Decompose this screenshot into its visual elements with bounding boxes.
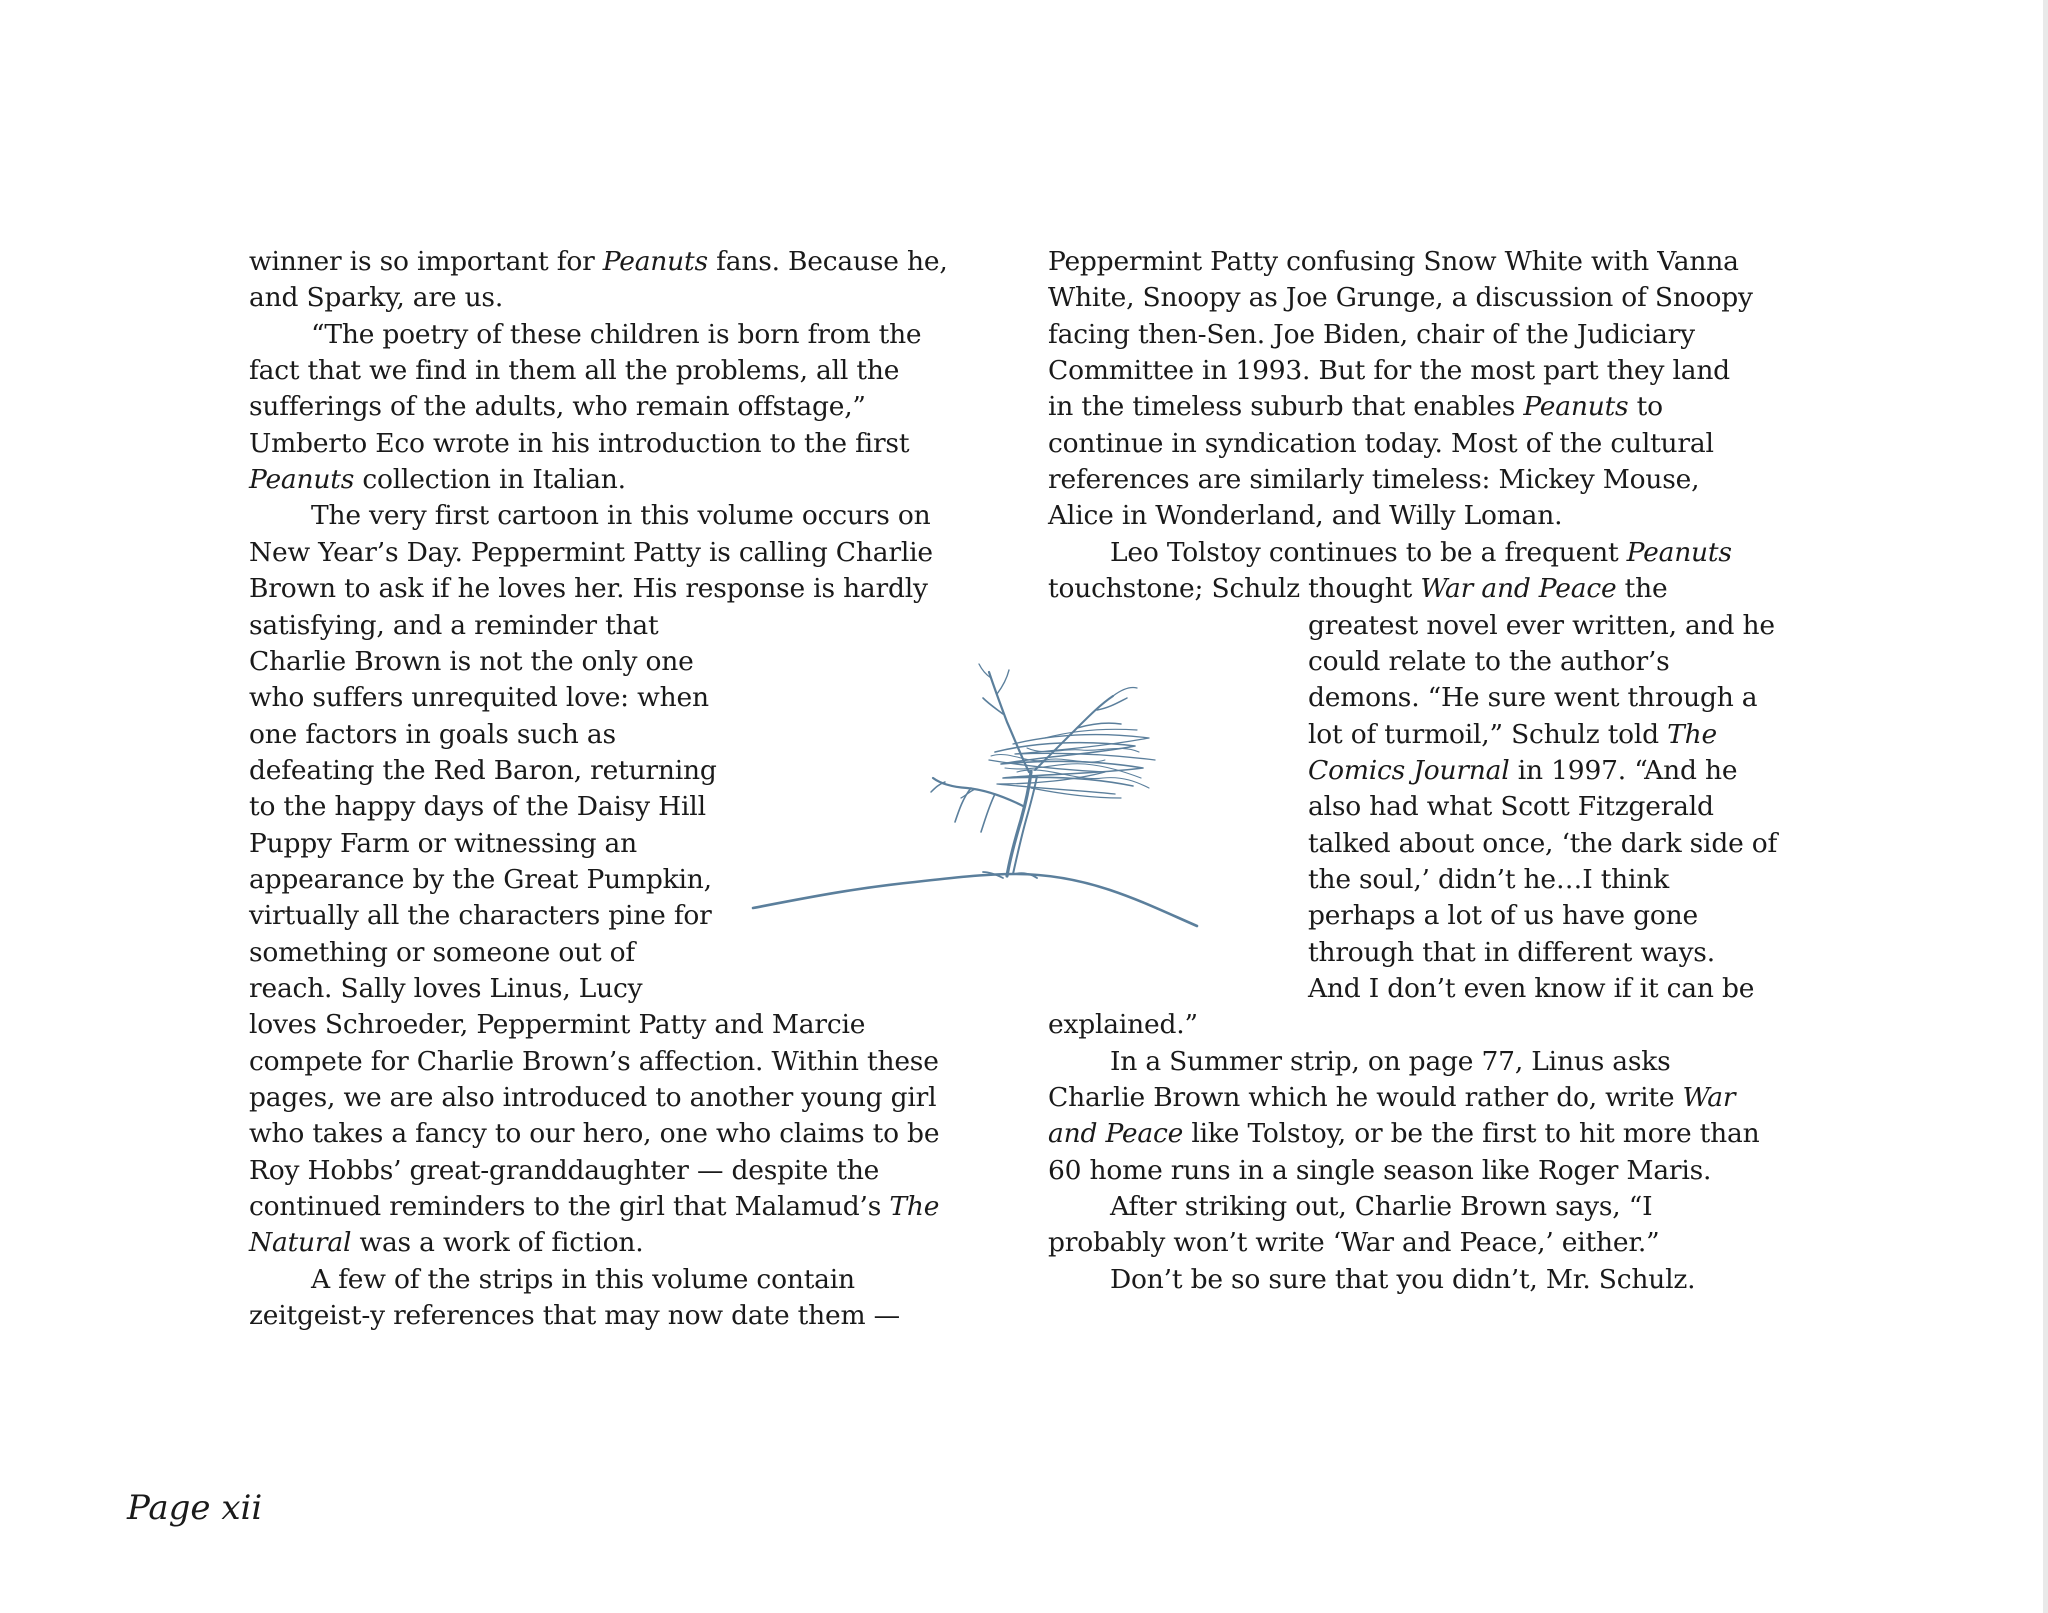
text-segment: Leo Tolstoy continues to be a frequent xyxy=(1110,536,1627,568)
text-segment: collection in Italian. xyxy=(354,464,626,496)
text-line xyxy=(249,971,642,1007)
text-line xyxy=(249,608,658,644)
text-segment: continue in syndication today. Most of the cultural xyxy=(1048,427,1714,459)
text-segment: defeating the Red Baron, returning xyxy=(249,754,717,786)
text-segment: White, Snoopy as Joe Grunge, a discussion of Snoopy xyxy=(1048,282,1753,314)
text-segment: also had what Scott Fitzgerald xyxy=(1308,791,1714,823)
text-line xyxy=(311,498,930,534)
text-line xyxy=(1048,280,1753,316)
text-line xyxy=(1048,426,1714,462)
text-line xyxy=(249,426,909,462)
text-segment: the soul,’ didn’t he…I think xyxy=(1308,863,1670,895)
text-segment: Brown to ask if he loves her. His response is hardly xyxy=(249,573,928,605)
text-segment: A few of the strips in this volume contain xyxy=(311,1263,855,1295)
text-segment: pages, we are also introduced to another young girl xyxy=(249,1082,937,1114)
text-segment: appearance by the Great Pumpkin, xyxy=(249,863,712,895)
text-segment: Roy Hobbs’ great-granddaughter — despite the xyxy=(249,1154,880,1186)
text-line xyxy=(249,389,866,425)
text-line xyxy=(1308,826,1777,862)
text-segment: sufferings of the adults, who remain offstage,” xyxy=(249,391,866,423)
text-segment: in the timeless suburb that enables xyxy=(1048,391,1524,423)
text-line xyxy=(1308,680,1757,716)
text-segment: and Sparky, are us. xyxy=(249,282,504,314)
text-line xyxy=(1308,717,1717,753)
text-segment: Don’t be so sure that you didn’t, Mr. Schulz. xyxy=(1110,1263,1696,1295)
text-segment: who takes a fancy to our hero, one who claims to be xyxy=(249,1118,940,1150)
text-segment: compete for Charlie Brown’s affection. Within these xyxy=(249,1045,939,1077)
text-segment: facing then-Sen. Joe Biden, chair of the Judiciary xyxy=(1048,318,1695,350)
text-line xyxy=(249,717,616,753)
text-segment: New Year’s Day. Peppermint Patty is calling Charlie xyxy=(249,536,933,568)
text-line xyxy=(249,280,503,316)
text-line xyxy=(249,462,626,498)
italic-title-text: Peanuts xyxy=(1523,391,1629,423)
page-edge-shadow xyxy=(2043,0,2048,1613)
italic-title-text: The xyxy=(889,1191,940,1223)
text-segment: Alice in Wonderland, and Willy Loman. xyxy=(1048,500,1563,532)
italic-title-text: Natural xyxy=(249,1227,352,1259)
text-line xyxy=(1308,862,1669,898)
text-line xyxy=(249,898,712,934)
text-line xyxy=(249,571,928,607)
text-line xyxy=(1048,462,1699,498)
text-line xyxy=(1048,1153,1711,1189)
text-segment: to the happy days of the Daisy Hill xyxy=(249,791,706,823)
text-line xyxy=(1048,1116,1759,1152)
text-segment: 60 home runs in a single season like Roger Maris. xyxy=(1048,1154,1712,1186)
text-segment: the xyxy=(1616,573,1668,605)
text-line xyxy=(1308,644,1670,680)
text-line xyxy=(1110,1189,1652,1225)
text-segment: fans. Because he, xyxy=(707,246,948,277)
text-segment: who suffers unrequited love: when xyxy=(249,682,709,714)
italic-title-text: Peanuts xyxy=(249,464,355,496)
text-segment: was a work of fiction. xyxy=(351,1227,644,1259)
text-segment: demons. “He sure went through a xyxy=(1308,682,1758,714)
text-segment: one factors in goals such as xyxy=(249,718,616,750)
text-segment: Charlie Brown which he would rather do, write xyxy=(1048,1082,1683,1114)
text-segment: After striking out, Charlie Brown says, “I xyxy=(1110,1191,1653,1223)
text-line xyxy=(1308,608,1775,644)
text-line xyxy=(1308,789,1714,825)
italic-title-text: Peanuts xyxy=(1626,536,1732,568)
text-line xyxy=(249,244,948,280)
text-line xyxy=(1110,1262,1695,1298)
text-line xyxy=(249,935,635,971)
tree-on-hill-illustration xyxy=(745,660,1275,935)
text-line xyxy=(249,644,694,680)
text-segment: could relate to the author’s xyxy=(1308,645,1670,677)
italic-title-text: Peanuts xyxy=(602,246,708,277)
text-segment: Committee in 1993. But for the most part they land xyxy=(1048,355,1730,387)
italic-title-text: Comics Journal xyxy=(1308,754,1510,786)
text-line xyxy=(249,826,637,862)
text-line xyxy=(1048,571,1667,607)
text-line xyxy=(1048,1225,1659,1261)
text-segment: fact that we find in them all the problems, all the xyxy=(249,355,900,387)
text-line xyxy=(249,753,717,789)
text-segment: loves Schroeder, Peppermint Patty and Marcie xyxy=(249,1009,866,1041)
text-line xyxy=(1048,1080,1735,1116)
text-segment: zeitgeist-y references that may now date them — xyxy=(249,1300,900,1332)
text-segment: in 1997. “And he xyxy=(1509,754,1738,786)
text-segment: virtually all the characters pine for xyxy=(249,900,712,932)
text-line xyxy=(249,1298,900,1334)
italic-title-text: War xyxy=(1682,1082,1736,1114)
text-line xyxy=(249,1116,939,1152)
text-line xyxy=(1048,244,1739,280)
text-segment: Umberto Eco wrote in his introduction to the first xyxy=(249,427,910,459)
text-line xyxy=(249,862,712,898)
text-segment: greatest novel ever written, and he xyxy=(1308,609,1775,641)
text-segment: The very first cartoon in this volume occurs on xyxy=(311,500,931,532)
text-segment: something or someone out of xyxy=(249,936,636,968)
text-line xyxy=(1048,353,1730,389)
text-line xyxy=(1110,535,1732,571)
text-line xyxy=(1308,898,1698,934)
page-number-folio: Page xii xyxy=(127,1488,263,1528)
text-segment: lot of turmoil,” Schulz told xyxy=(1308,718,1668,750)
text-segment: Peppermint Patty confusing Snow White with Vanna xyxy=(1048,246,1739,277)
text-line xyxy=(1048,389,1663,425)
text-segment: touchstone; Schulz thought xyxy=(1048,573,1421,605)
text-line xyxy=(1048,498,1562,534)
text-line xyxy=(249,789,706,825)
text-segment: Charlie Brown is not the only one xyxy=(249,645,694,677)
text-line xyxy=(249,1007,865,1043)
text-segment: to xyxy=(1628,391,1663,423)
text-segment: “The poetry of these children is born from the xyxy=(311,318,922,350)
text-line xyxy=(249,1225,643,1261)
italic-title-text: and Peace xyxy=(1048,1118,1184,1150)
text-segment: Puppy Farm or witnessing an xyxy=(249,827,638,859)
text-line xyxy=(1110,1044,1671,1080)
text-line xyxy=(249,1080,936,1116)
text-segment: winner is so important for xyxy=(249,246,603,277)
text-line xyxy=(249,1044,939,1080)
text-segment: like Tolstoy, or be the first to hit more than xyxy=(1183,1118,1760,1150)
text-line xyxy=(249,680,709,716)
text-segment: perhaps a lot of us have gone xyxy=(1308,900,1698,932)
text-line xyxy=(311,1262,855,1298)
text-segment: And I don’t even know if it can be xyxy=(1308,973,1755,1004)
text-segment: through that in different ways. xyxy=(1308,936,1715,968)
text-segment: probably won’t write ‘War and Peace,’ either.” xyxy=(1048,1227,1660,1259)
text-line xyxy=(1308,971,1754,1007)
text-line xyxy=(311,317,921,353)
text-segment: reach. Sally loves Linus, Lucy xyxy=(249,973,643,1004)
text-line xyxy=(1308,753,1737,789)
text-line xyxy=(1048,317,1695,353)
text-line xyxy=(249,1189,939,1225)
text-segment: talked about once, ‘the dark side of xyxy=(1308,827,1778,859)
text-line xyxy=(1308,935,1715,971)
text-line xyxy=(249,535,933,571)
text-line xyxy=(249,1153,879,1189)
text-segment: explained.” xyxy=(1048,1009,1198,1041)
text-line xyxy=(249,353,899,389)
italic-title-text: The xyxy=(1667,718,1717,750)
text-segment: references are similarly timeless: Mickey Mouse, xyxy=(1048,464,1700,496)
text-segment: In a Summer strip, on page 77, Linus asks xyxy=(1110,1045,1671,1077)
text-segment: satisfying, and a reminder that xyxy=(249,609,659,641)
italic-title-text: War and Peace xyxy=(1420,573,1617,605)
text-line xyxy=(1048,1007,1198,1043)
text-segment: continued reminders to the girl that Malamud’s xyxy=(249,1191,890,1223)
